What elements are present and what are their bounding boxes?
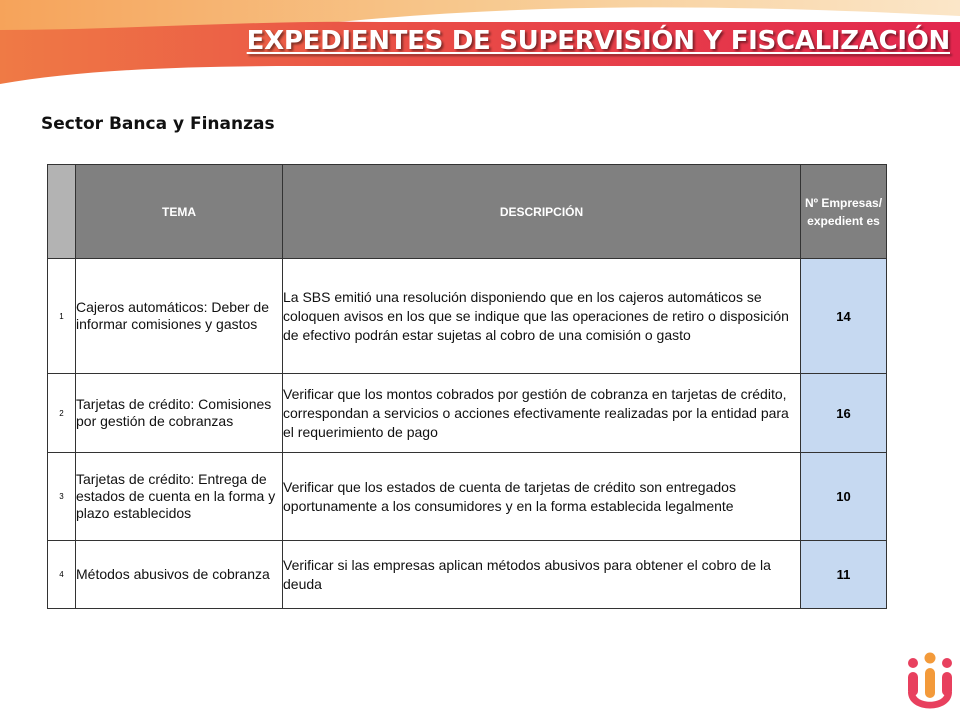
page-title: EXPEDIENTES DE SUPERVISIÓN Y FISCALIZACIÓN (246, 26, 950, 56)
row-count: 10 (801, 453, 887, 541)
row-descripcion: Verificar que los montos cobrados por gestión de cobranza en tarjetas de crédito, correspondan a servicios o acciones efectivamente realizadas por la entidad para el requerimiento de pago (283, 374, 801, 453)
row-tema: Tarjetas de crédito: Comisiones por gestión de cobranzas (76, 374, 283, 453)
row-number: 3 (48, 453, 76, 541)
row-descripcion: Verificar si las empresas aplican métodos abusivos para obtener el cobro de la deuda (283, 541, 801, 609)
table-header-row (48, 165, 887, 259)
header-count: Nº Empresas/ expedient es (801, 165, 887, 259)
row-descripcion: La SBS emitió una resolución disponiendo que en los cajeros automáticos se coloquen avisos en los que se indique que las operaciones de retiro o disposición de efectivo podrán estar sujetas al cobro de una comisión o gasto (283, 259, 801, 374)
table-row (48, 541, 887, 609)
row-tema: Métodos abusivos de cobranza (76, 541, 283, 609)
row-descripcion: Verificar que los estados de cuenta de tarjetas de crédito son entregados oportunamente a los consumidores y en la forma establecida legalmente (283, 453, 801, 541)
table-row (48, 453, 887, 541)
section-subtitle: Sector Banca y Finanzas (41, 114, 275, 134)
table-row (48, 259, 887, 374)
inspection-table (47, 164, 887, 609)
table-row (48, 374, 887, 453)
row-count: 14 (801, 259, 887, 374)
header-banner (0, 0, 960, 90)
row-number: 2 (48, 374, 76, 453)
row-count: 16 (801, 374, 887, 453)
header-number-cell (48, 165, 76, 259)
row-count: 11 (801, 541, 887, 609)
header-tema: TEMA (76, 165, 283, 259)
row-tema: Tarjetas de crédito: Entrega de estados de cuenta en la forma y plazo establecidos (76, 453, 283, 541)
row-number: 4 (48, 541, 76, 609)
row-tema: Cajeros automáticos: Deber de informar comisiones y gastos (76, 259, 283, 374)
row-number: 1 (48, 259, 76, 374)
institution-logo-icon (905, 652, 955, 721)
header-descripcion: DESCRIPCIÓN (283, 165, 801, 259)
